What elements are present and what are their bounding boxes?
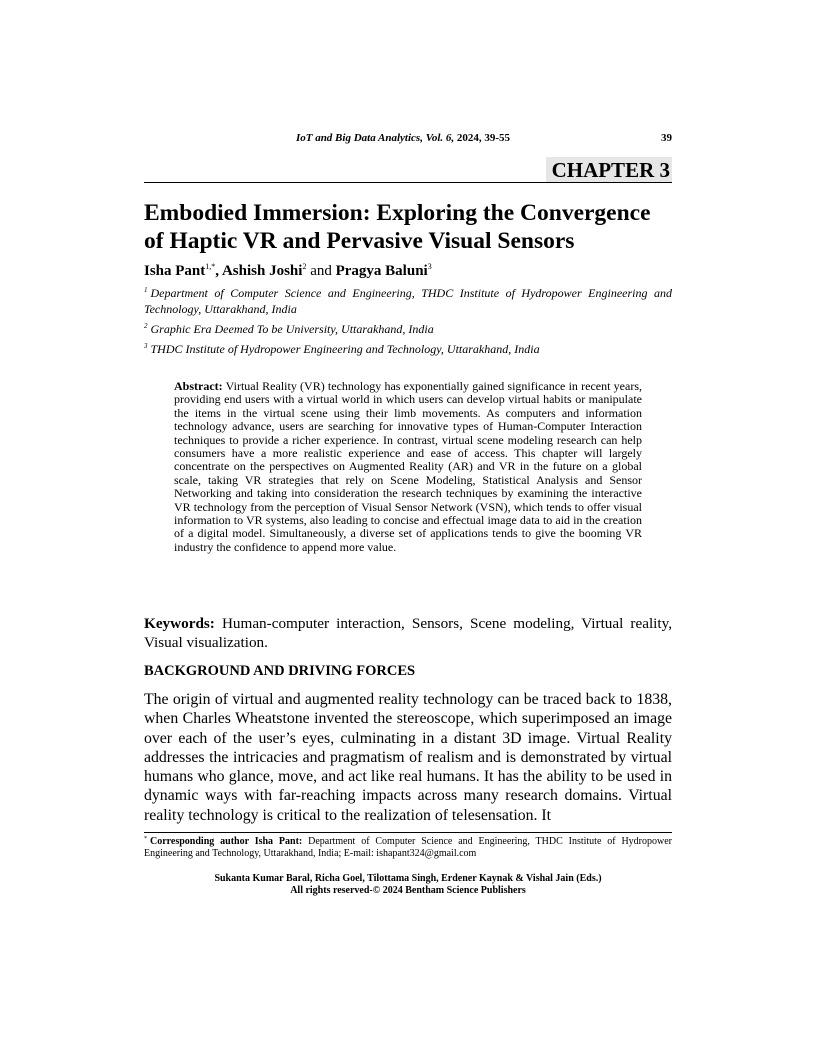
running-head — [144, 132, 672, 148]
author-affil-mark: 2 — [302, 262, 307, 271]
publisher-block — [144, 873, 672, 896]
chapter-label: CHAPTER 3 — [546, 157, 672, 183]
journal-citation — [144, 132, 662, 144]
body-paragraph: The origin of virtual and augmented reality technology can be traced back to 1838, when Charles Wheatstone invented the stereoscope, which superimposed an image over each of the user’s eyes, culminating in a distant 3D image. Virtual Reality addresses the intricacies and pragmatism of realism and is demonstrated by virtual humans who glance, move, and act like real humans. It has the ability to be used in dynamic ways with far-reaching impacts across many research domains. Virtual reality technology is critical to the realization of telesensation. It — [144, 691, 672, 824]
footnote-text: Department of Computer Science and Engineering, THDC Institute of Hydropower Engineering and Technology, Uttarakhand, India; E-mail: ishapant324@gmail.com — [144, 836, 672, 859]
author-separator: and — [306, 263, 336, 279]
affiliation-text: Graphic Era Deemed To be University, Uttarakhand, India — [150, 322, 434, 336]
author-affil-mark: 3 — [427, 262, 432, 271]
footnote — [144, 836, 672, 860]
abstract — [174, 380, 642, 554]
author-name: Pragya Baluni — [335, 263, 428, 279]
affiliation-number: 2 — [144, 322, 148, 330]
keywords-label: Keywords: — [144, 615, 215, 632]
section-heading: BACKGROUND AND DRIVING FORCES — [144, 663, 416, 679]
abstract-text: Virtual Reality (VR) technology has exponentially gained significance in recent years, providing end users with a virtual world in which users can develop virtual habits or manipulate the items in the virtual scene using their limb movements. As computers and information technology advance, users are searching for innovative types of Human-Computer Interaction techniques to provide a richer experience. In contrast, virtual scene modeling research can help consumers have a more realistic experience and ease of access. This chapter will largely concentrate on the perspectives on Augmented Reality (AR) and VR in the future on a global scale, taking VR strategies that rely on Scene Modeling, Statistical Analysis and Sensor Networking and taking into consideration the research techniques by examining the interactive VR technology from the perception of Visual Sensor Network (VSN), which tends to offer visual information to VR systems, also leading to concise and effectual image data to aid in the creation of a digital model. Simultaneously, a diverse set of applications tends to give the booming VR industry the confidence to append more value. — [174, 379, 642, 554]
author-affil-mark: 1,* — [205, 262, 216, 271]
chapter-banner — [144, 157, 672, 185]
page-number: 39 — [661, 132, 672, 144]
affiliation-number: 3 — [144, 342, 148, 350]
affiliation-list — [144, 285, 672, 361]
author-name: Isha Pant — [144, 263, 206, 279]
affiliation-number: 1 — [144, 286, 148, 294]
journal-year-pages: 2024, 39-55 — [456, 132, 511, 144]
footnote-label: Corresponding author Isha Pant: — [150, 836, 303, 847]
rights-line: All rights reserved-© 2024 Bentham Science Publishers — [290, 884, 526, 896]
affiliation-text: THDC Institute of Hydropower Engineering and Technology, Uttarakhand, India — [150, 342, 540, 356]
affiliation — [144, 285, 672, 317]
affiliation — [144, 321, 672, 337]
author-name: Ashish Joshi — [221, 263, 303, 279]
affiliation-text: Department of Computer Science and Engineering, THDC Institute of Hydropower Engineering and Technology, Uttarakhand, India — [144, 286, 672, 316]
author-list — [144, 262, 672, 280]
author-separator: , — [215, 263, 222, 279]
affiliation — [144, 341, 672, 357]
journal-name: IoT and Big Data Analytics, Vol. 6, — [295, 132, 455, 144]
chapter-rule — [144, 182, 672, 183]
footnote-mark: * — [144, 835, 147, 842]
abstract-label: Abstract: — [174, 379, 223, 393]
keywords — [144, 614, 672, 652]
footnote-rule — [144, 832, 672, 833]
paper-title: Embodied Immersion: Exploring the Convergence of Haptic VR and Pervasive Visual Sensors — [144, 200, 651, 254]
editors-line: Sukanta Kumar Baral, Richa Goel, Tilottama Singh, Erdener Kaynak & Vishal Jain (Eds.) — [214, 873, 602, 884]
keywords-text: Human-computer interaction, Sensors, Scene modeling, Virtual reality, Visual visualization. — [144, 615, 673, 651]
